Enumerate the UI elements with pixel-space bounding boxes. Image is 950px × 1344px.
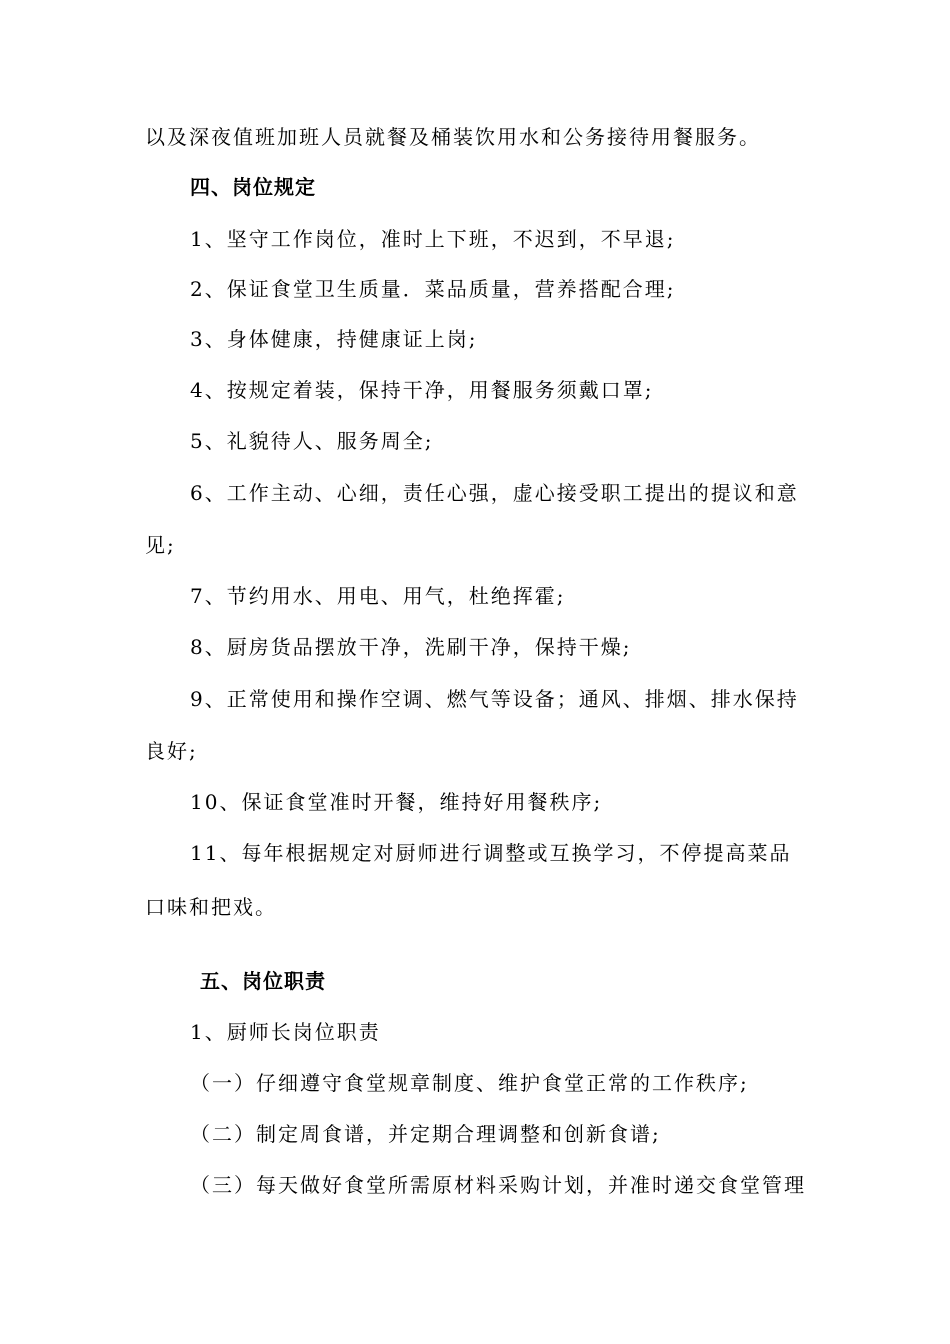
rule-item-8: 8、厨房货品摆放干净，洗刷干净，保持干燥;: [190, 635, 632, 659]
rule-item-6: 6、工作主动、心细，责任心强，虚心接受职工提出的提议和意: [190, 481, 799, 505]
section-heading-4: 四、岗位规定: [190, 175, 316, 199]
rule-item-4: 4、按规定着装，保持干净，用餐服务须戴口罩;: [190, 378, 654, 402]
rule-item-3: 3、身体健康，持健康证上岗;: [190, 327, 478, 351]
section-heading-5: 五、岗位职责: [200, 969, 326, 993]
rule-item-7: 7、节约用水、用电、用气，杜绝挥霍;: [190, 584, 566, 608]
duty-subheading: 1、厨师长岗位职责: [190, 1020, 381, 1044]
duty-item-2: （二）制定周食谱，并定期合理调整和创新食谱;: [190, 1122, 661, 1146]
rule-item-5: 5、礼貌待人、服务周全;: [190, 429, 434, 453]
rule-item-9: 9、正常使用和操作空调、燃气等设备；通风、排烟、排水保持: [190, 687, 799, 711]
rule-item-2: 2、保证食堂卫生质量．菜品质量，营养搭配合理;: [190, 277, 676, 301]
duty-item-3: （三）每天做好食堂所需原材料采购计划，并准时递交食堂管理: [190, 1173, 806, 1197]
rule-item-11: 11、每年根据规定对厨师进行调整或互换学习，不停提高菜品: [190, 841, 792, 865]
rule-item-1: 1、坚守工作岗位，准时上下班，不迟到，不早退;: [190, 227, 676, 251]
paragraph-continuation: 以及深夜值班加班人员就餐及桶装饮用水和公务接待用餐服务。: [145, 125, 761, 149]
rule-item-9-cont: 良好;: [145, 739, 198, 763]
duty-item-1: （一）仔细遵守食堂规章制度、维护食堂正常的工作秩序;: [190, 1071, 749, 1095]
rule-item-10: 10、保证食堂准时开餐，维持好用餐秩序;: [190, 790, 603, 814]
rule-item-6-cont: 见;: [145, 533, 176, 557]
rule-item-11-cont: 口味和把戏。: [145, 895, 277, 919]
